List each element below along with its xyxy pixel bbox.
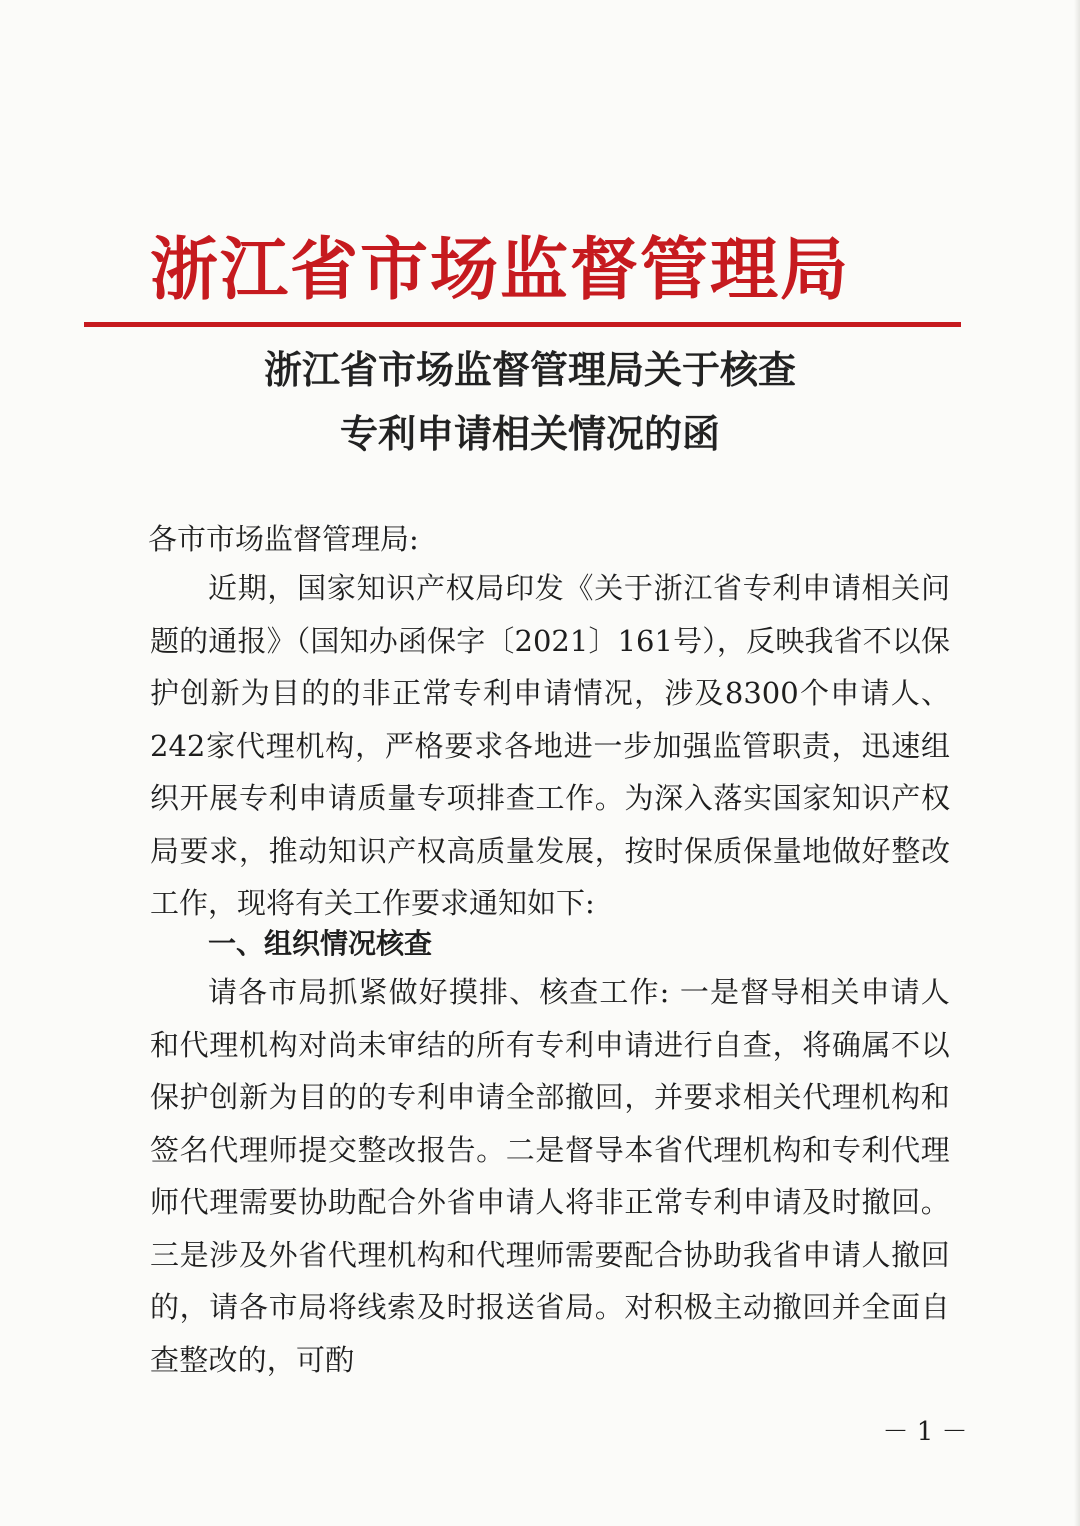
section-heading-1: 一、组织情况核查 <box>208 927 433 960</box>
page-number: － 1 － <box>882 1417 968 1447</box>
document-title-line-2: 专利申请相关情况的函 <box>339 412 720 456</box>
salutation: 各市市场监督管理局: <box>148 522 419 556</box>
scan-edge <box>1074 0 1080 1526</box>
agency-header: 浙江省市场监督管理局 <box>150 231 851 310</box>
document-title-line-1: 浙江省市场监督管理局关于核查 <box>263 348 796 392</box>
body-paragraph-1: 近期，国家知识产权局印发《关于浙江省专利申请相关问题的通报》（国知办函保字〔2021〕161号），反映我省不以保护创新为目的的非正常专利申请情况，涉及8300个申请人、242家代理机构，严格要求各地进一步加强监管职责，迅速组织开展专利申请质量专项排查工作。为深入落实国家知识产权局要求，推动知识产权高质量发展，按时保质保量地做好整改工作，现将有关工作要求通知如下: <box>150 571 950 920</box>
body-paragraph-2: 请各市局抓紧做好摸排、核查工作: 一是督导相关申请人和代理机构对尚未审结的所有专利申请进行自查，将确属不以保护创新为目的的专利申请全部撤回，并要求相关代理机构和签名代理师提交整改报告。二是督导本省代理机构和专利代理师代理需要协助配合外省申请人将非正常专利申请及时撤回。三是涉及外省代理机构和代理师需要配合协助我省申请人撤回的，请各市局将线索及时报送省局。对积极主动撤回并全面自查整改的，可酌 <box>150 975 950 1377</box>
red-divider-line <box>84 322 961 327</box>
